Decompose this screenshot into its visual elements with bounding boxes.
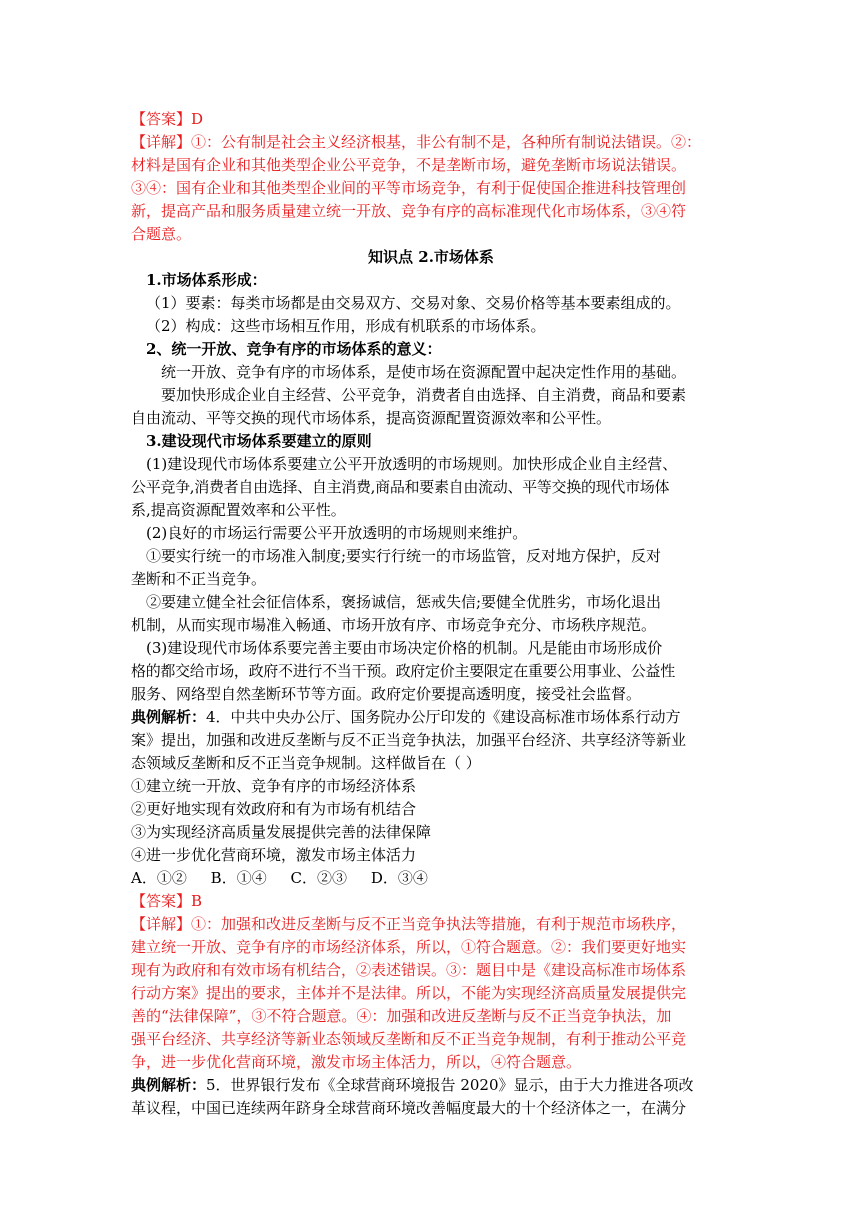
detail-line: 新，提高产品和服务质量建立统一开放、竞争有序的高标准现代化市场体系，③④符: [131, 202, 687, 220]
choices-line: A．①② B．①④ C．②③ D．③④: [131, 869, 428, 887]
detail-line: 争，进一步优化营商环境，激发市场主体活力，所以，④符合题意。: [131, 1053, 582, 1071]
option-item: ②更好地实现有效政府和有为市场有机结合: [131, 800, 417, 818]
detail-label: 【详解】: [131, 915, 192, 933]
option-item: ④进一步优化营商环境，激发市场主体活力: [131, 846, 417, 864]
answer-line: [131, 108, 731, 131]
answer-label: 【答案】: [131, 110, 192, 128]
kp3-line: (3)建设现代市场体系要完善主要由市场决定价格的机制。凡是能由市场形成价: [146, 639, 663, 657]
option-item: ③为实现经济高质量发展提供完善的法律保障: [131, 823, 432, 841]
kp3-line: 机制，从而实现市場准入畅通、市场开放有序、市场竞争充分、市场秩序规范。: [131, 616, 657, 634]
kp2-line: 统一开放、竞争有序的市场体系，是使市场在资源配置中起决定性作用的基础。: [161, 363, 687, 381]
answer-value: B: [191, 892, 203, 910]
document-page: [131, 108, 731, 1120]
detail-line: ③④：国有企业和其他类型企业间的平等市场竞争，有利于促使国企推进科技管理创: [131, 179, 687, 197]
kp1-item: （1）要素：每类市场都是由交易双方、交易对象、交易价格等基本要素组成的。: [146, 294, 681, 312]
example-label: 典例解析：: [131, 708, 207, 726]
kp3-line: 服务、网络型自然垄断环节等方面。政府定价要提高透明度，接受社会监督。: [131, 685, 642, 703]
kp2-line: 自由流动、平等交换的现代市场体系，提高资源配置资源效率和公平性。: [131, 409, 612, 427]
kp3-line: ②要建立健全社会征信体系，褒扬诚信，惩戒失信;要健全优胜劣，市场化退出: [146, 593, 662, 611]
kp2-heading: 2、统一开放、竞争有序的市场体系的意义：: [146, 340, 442, 358]
kp3-line: 系,提高资源配置效率和公平性。: [131, 501, 346, 519]
kp2-line: 要加快形成企业自主经营、公平竞争，消费者自由选择、自主消费，商品和要素: [161, 386, 687, 404]
answer-line: [131, 890, 731, 913]
kp1-heading: 1.市场体系形成：: [146, 271, 267, 289]
detail-line: 行动方案》提出的要求，主体并不是法律。所以，不能为实现经济高质量发展提供完: [131, 984, 687, 1002]
option-item: ①建立统一开放、竞争有序的市场经济体系: [131, 777, 417, 795]
kp3-line: 垄断和不正当竞争。: [131, 570, 267, 588]
detail-line: 善的“法律保障”，③不符合题意。④：加强和改进反垄断与反不正当竞争执法，加: [131, 1007, 672, 1025]
detail-line: [131, 913, 731, 936]
kp1-item: （2）构成：这些市场相互作用，形成有机联系的市场体系。: [146, 317, 546, 335]
kp3-heading: 3.建设现代市场体系要建立的原则: [146, 432, 372, 450]
detail-line: 材料是国有企业和其他类型企业公平竞争，不是垄断市场，避免垄断市场说法错误。: [131, 156, 687, 174]
detail-line: 现有为政府和有效市场有机结合，②表述错误。③：题目中是《建设高标准市场体系: [131, 961, 687, 979]
section-title: 知识点 2.市场体系: [368, 248, 494, 266]
answer-label: 【答案】: [131, 892, 192, 910]
example-line: [131, 1074, 731, 1097]
detail-line: 建立统一开放、竞争有序的市场经济体系，所以，①符合题意。②：我们要更好地实: [131, 938, 687, 956]
kp3-line: (2)良好的市场运行需要公平开放透明的市场规则来维护。: [146, 524, 528, 542]
detail-line: [131, 131, 731, 154]
kp3-line: ①要实行统一的市场准入制度;要实行行统一的市场监管，反对地方保护，反对: [146, 547, 662, 565]
detail-text: ①：加强和改进反垄断与反不正当竞争执法等措施，有利于规范市场秩序，: [191, 915, 687, 933]
example-line: [131, 706, 731, 729]
detail-text: ①：公有制是社会主义经济根基，非公有制不是，各种所有制说法错误。②：: [191, 133, 702, 151]
detail-line: 强平台经济、共享经济等新业态领域反垄断和反不正当竞争规制，有利于推动公平竞: [131, 1030, 687, 1048]
kp3-line: (1)建设现代市场体系要建立公平开放透明的市场规则。加快形成企业自主经营、: [146, 455, 678, 473]
kp3-line: 公平竞争,消费者自由选择、自主消费,商品和要素自由流动、平等交换的现代市场体: [131, 478, 670, 496]
example-line: 态领域反垄断和反不正当竞争规制。这样做旨在（ ）: [131, 754, 481, 772]
example-line: 革议程，中国已连续两年跻身全球营商环境改善幅度最大的十个经济体之一，在满分: [131, 1099, 687, 1117]
detail-line: 合题意。: [131, 225, 192, 243]
detail-label: 【详解】: [131, 133, 192, 151]
example-label: 典例解析：: [131, 1076, 207, 1094]
example-text: 4．中共中央办公厅、国务院办公厅印发的《建设高标准市场体系行动方: [206, 708, 681, 726]
answer-value: D: [191, 110, 204, 128]
kp3-line: 格的都交给市场，政府不进行不当干预。政府定价主要限定在重要公用事业、公益性: [131, 662, 675, 680]
example-line: 案》提出，加强和改进反垄断与反不正当竞争执法，加强平台经济、共享经济等新业: [131, 731, 687, 749]
example-text: 5．世界银行发布《全球营商环境报告 2020》显示，由于大力推进各项改: [206, 1076, 694, 1094]
